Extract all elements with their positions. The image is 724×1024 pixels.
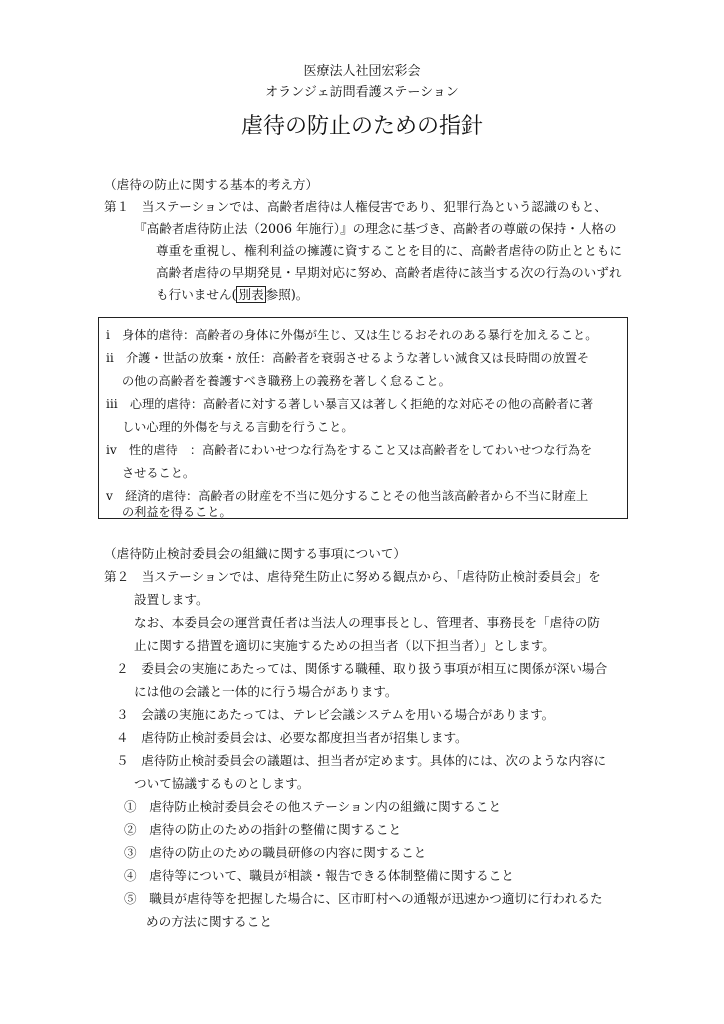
definition-economic: ⅴ 経済的虐待：高齢者の財産を不当に処分することその他当該高齢者から不当に財産上 <box>106 489 589 503</box>
agenda-item-cont: めの方法に関すること <box>146 914 272 929</box>
section2-line: 設置します。 <box>134 592 209 607</box>
section2-item: ２ 委員会の実施にあたっては、関係する職種、取り扱う事項が相互に関係が深い場合 <box>116 661 608 676</box>
agenda-item: ① 虐待防止検討委員会その他ステーション内の組織に関すること <box>124 799 502 814</box>
section2-item: ４ 虐待防止検討委員会は、必要な都度担当者が招集します。 <box>116 730 468 745</box>
agenda-item: ③ 虐待の防止のための職員研修の内容に関すること <box>124 845 427 860</box>
agenda-item: ⑤ 職員が虐待等を把握した場合に、区市町村への通報が迅速かつ適切に行われるた <box>124 891 603 906</box>
section2-line: 第２ 当ステーションでは、虐待発生防止に努める観点から、「虐待防止検討委員会」を <box>104 569 601 584</box>
definition-physical: ⅰ 身体的虐待：高齢者の身体に外傷が生じ、又は生じるおそれのある暴行を加えること。 <box>106 328 598 342</box>
section2-heading: （虐待防止検討委員会の組織に関する事項について） <box>104 546 406 561</box>
definition-economic-cont: の利益を得ること。 <box>122 505 232 519</box>
section1-heading: （虐待の防止に関する基本的考え方） <box>104 177 319 192</box>
section1-last-pre: も行いません( <box>156 287 237 302</box>
agenda-item: ④ 虐待等について、職員が相談・報告できる体制整備に関すること <box>124 868 514 883</box>
definition-sexual: ⅳ 性的虐待 ：高齢者にわいせつな行為をすること又は高齢者をしてわいせつな行為を <box>106 443 593 457</box>
section2-line: なお、本委員会の運営責任者は当法人の理事長とし、管理者、事務長を「虐待の防 <box>134 615 600 630</box>
section2-item: ５ 虐待防止検討委員会の議題は、担当者が定めます。具体的には、次のような内容に <box>116 753 607 768</box>
definition-neglect-cont: の他の高齢者を養護すべき職務上の義務を著しく怠ること。 <box>122 374 451 388</box>
appendix-reference: 別表 <box>238 287 264 302</box>
section1-last-post: 参照)。 <box>265 287 309 302</box>
definition-sexual-cont: させること。 <box>122 466 196 480</box>
section2-item: ３ 会議の実施にあたっては、テレビ会議システムを用いる場合があります。 <box>116 707 555 722</box>
section2-item-cont: には他の会議と一体的に行う場合があります。 <box>134 684 398 699</box>
section1-line: 高齢者虐待の早期発見・早期対応に努め、高齢者虐待に該当する次の行為のいずれ <box>156 265 622 280</box>
section1-line: 第１ 当ステーションでは、高齢者虐待は人権侵害であり、犯罪行為という認識のもと、 <box>104 199 607 214</box>
agenda-item: ② 虐待の防止のための指針の整備に関すること <box>124 822 402 837</box>
station-name: オランジェ訪問看護ステーション <box>265 85 459 100</box>
definition-psychological-cont: しい心理的外傷を与える言動を行うこと。 <box>122 420 354 434</box>
section1-last-line <box>156 287 308 303</box>
page-title: 虐待の防止のための指針 <box>240 114 483 139</box>
section1-line: 尊重を重視し、権利利益の擁護に資することを目的に、高齢者虐待の防止とともに <box>156 243 622 258</box>
section2-item-cont: ついて協議するものとします。 <box>134 776 310 791</box>
definition-psychological: ⅲ 心理的虐待：高齢者に対する著しい暴言又は著しく拒絶的な対応その他の高齢者に著 <box>106 397 594 411</box>
organization-name: 医療法人社団宏彩会 <box>303 64 421 79</box>
section2-line: 止に関する措置を適切に実施するための担当者（以下担当者）」とします。 <box>134 638 555 653</box>
section1-line: 『高齢者虐待防止法（2006 年施行）』の理念に基づき、高齢者の尊厳の保持・人格の <box>134 221 617 236</box>
definition-neglect: ⅱ 介護・世話の放棄・放任：高齢者を衰弱させるような著しい減食又は長時間の放置そ <box>106 351 590 365</box>
